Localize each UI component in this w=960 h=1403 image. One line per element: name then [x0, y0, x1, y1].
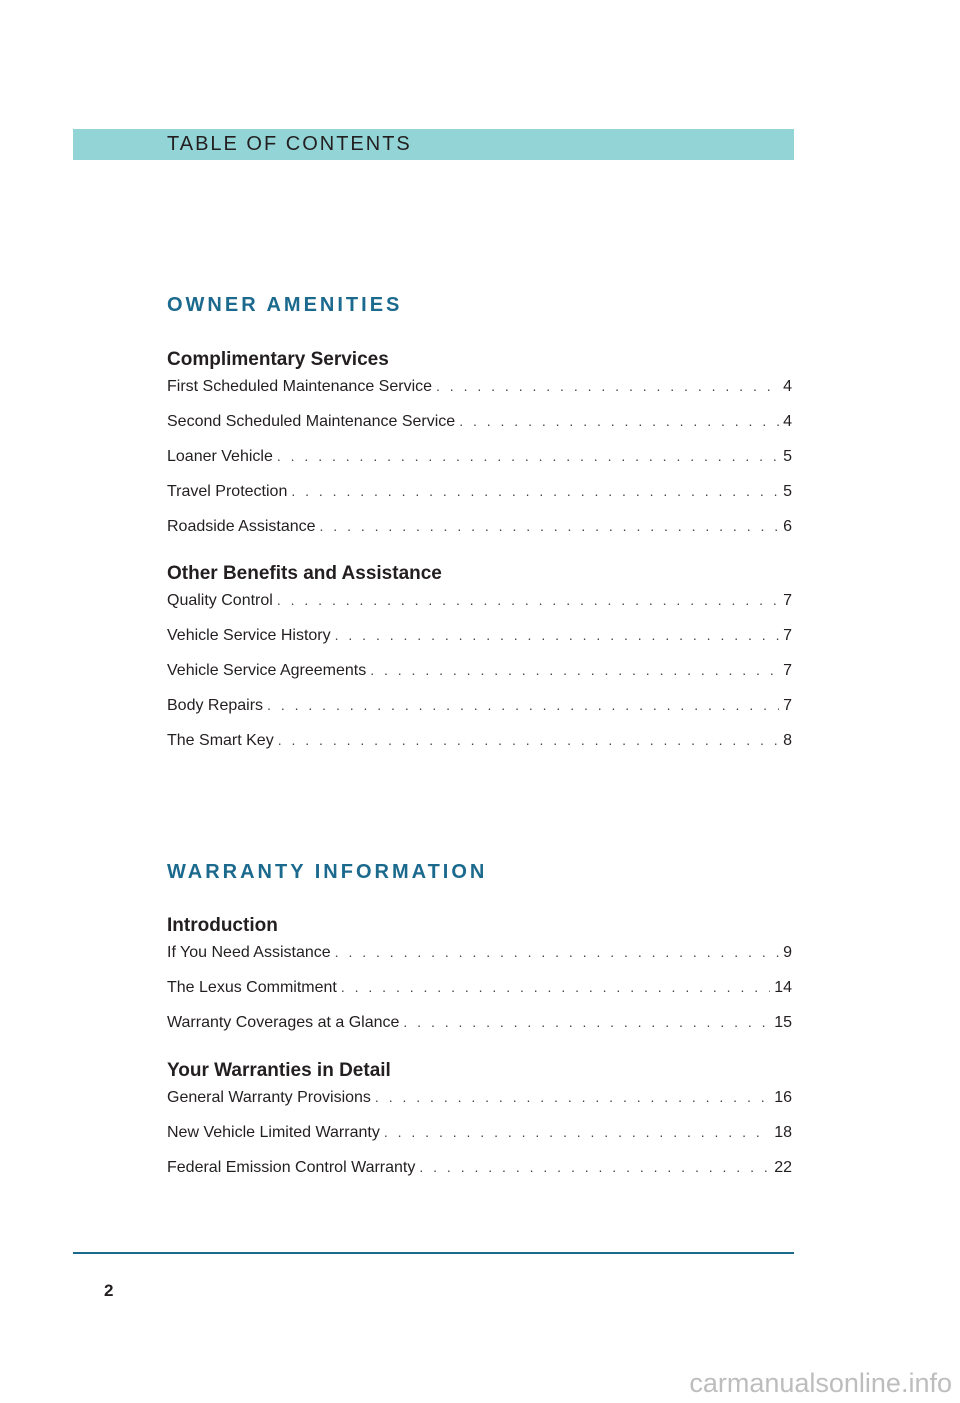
toc-entry[interactable]	[167, 445, 792, 480]
toc-entry-page: 22	[774, 1159, 792, 1176]
dot-leader	[277, 589, 779, 611]
dot-leader	[335, 624, 779, 646]
toc-entry[interactable]	[167, 729, 792, 764]
toc-entry-page: 16	[774, 1089, 792, 1106]
subsection-heading: Introduction	[167, 915, 278, 936]
toc-entry-title: Federal Emission Control Warranty	[167, 1159, 416, 1176]
section-heading: OWNER AMENITIES	[167, 294, 403, 316]
subsection-heading: Complimentary Services	[167, 349, 389, 370]
dot-leader	[335, 941, 779, 963]
toc-entry-page: 7	[783, 662, 792, 679]
toc-entry[interactable]	[167, 1086, 792, 1121]
toc-entry-title: Quality Control	[167, 592, 273, 609]
toc-entry[interactable]	[167, 941, 792, 976]
dot-leader	[291, 480, 779, 502]
toc-entry-page: 4	[783, 413, 792, 430]
toc-entry-page: 7	[783, 697, 792, 714]
dot-leader	[267, 694, 779, 716]
dot-leader	[436, 375, 779, 397]
toc-entry[interactable]	[167, 1121, 792, 1156]
toc-entry[interactable]	[167, 624, 792, 659]
toc-entry-title: Vehicle Service Agreements	[167, 662, 367, 679]
subsection-heading: Your Warranties in Detail	[167, 1060, 391, 1081]
toc-entry-page: 14	[774, 979, 792, 996]
toc-entry[interactable]	[167, 589, 792, 624]
dot-leader	[341, 976, 770, 998]
toc-entry[interactable]	[167, 694, 792, 729]
dot-leader	[370, 659, 779, 681]
toc-entry-page: 7	[783, 627, 792, 644]
toc-entry-title: Vehicle Service History	[167, 627, 331, 644]
dot-leader	[375, 1086, 770, 1108]
toc-entry-title: Body Repairs	[167, 697, 264, 714]
dot-leader	[403, 1011, 770, 1033]
subsection-heading: Other Benefits and Assistance	[167, 563, 442, 584]
toc-entry-page: 18	[774, 1124, 792, 1141]
toc-entry-title: New Vehicle Limited Warranty	[167, 1124, 380, 1141]
dot-leader	[320, 515, 780, 537]
toc-entry-title: General Warranty Provisions	[167, 1089, 371, 1106]
page-number: 2	[104, 1281, 114, 1300]
toc-entry-page: 5	[783, 483, 792, 500]
page-title: TABLE OF CONTENTS	[167, 133, 412, 155]
section-owner-amenities	[167, 291, 792, 764]
toc-entry[interactable]	[167, 1011, 792, 1046]
footer-rule	[73, 1252, 794, 1254]
watermark: carmanualsonline.info	[689, 1368, 952, 1398]
dot-leader	[277, 445, 779, 467]
toc-entry[interactable]	[167, 515, 792, 550]
toc-entry[interactable]	[167, 480, 792, 515]
toc-entry[interactable]	[167, 659, 792, 694]
toc-entry-title: The Smart Key	[167, 732, 274, 749]
header-bar	[73, 129, 794, 160]
toc-entry-title: Warranty Coverages at a Glance	[167, 1014, 400, 1031]
toc-entry[interactable]	[167, 375, 792, 410]
dot-leader	[419, 1156, 770, 1178]
toc-entry-title: Travel Protection	[167, 483, 288, 500]
toc-entry-title: If You Need Assistance	[167, 944, 331, 961]
dot-leader	[384, 1121, 770, 1143]
section-warranty-information	[167, 858, 792, 1191]
toc-entry-title: Loaner Vehicle	[167, 448, 273, 465]
toc-entry-title: The Lexus Commitment	[167, 979, 337, 996]
toc-entry[interactable]	[167, 410, 792, 445]
toc-entry[interactable]	[167, 1156, 792, 1191]
toc-entry-title: Roadside Assistance	[167, 518, 316, 535]
toc-entry-page: 9	[783, 944, 792, 961]
section-heading: WARRANTY INFORMATION	[167, 861, 488, 883]
dot-leader	[459, 410, 779, 432]
toc-entry-title: First Scheduled Maintenance Service	[167, 378, 433, 395]
toc-entry[interactable]	[167, 976, 792, 1011]
toc-entry-page: 5	[783, 448, 792, 465]
toc-entry-title: Second Scheduled Maintenance Service	[167, 413, 456, 430]
toc-entry-page: 15	[774, 1014, 792, 1031]
toc-entry-page: 6	[783, 518, 792, 535]
toc-entry-page: 4	[783, 378, 792, 395]
toc-entry-page: 8	[783, 732, 792, 749]
toc-entry-page: 7	[783, 592, 792, 609]
dot-leader	[278, 729, 779, 751]
